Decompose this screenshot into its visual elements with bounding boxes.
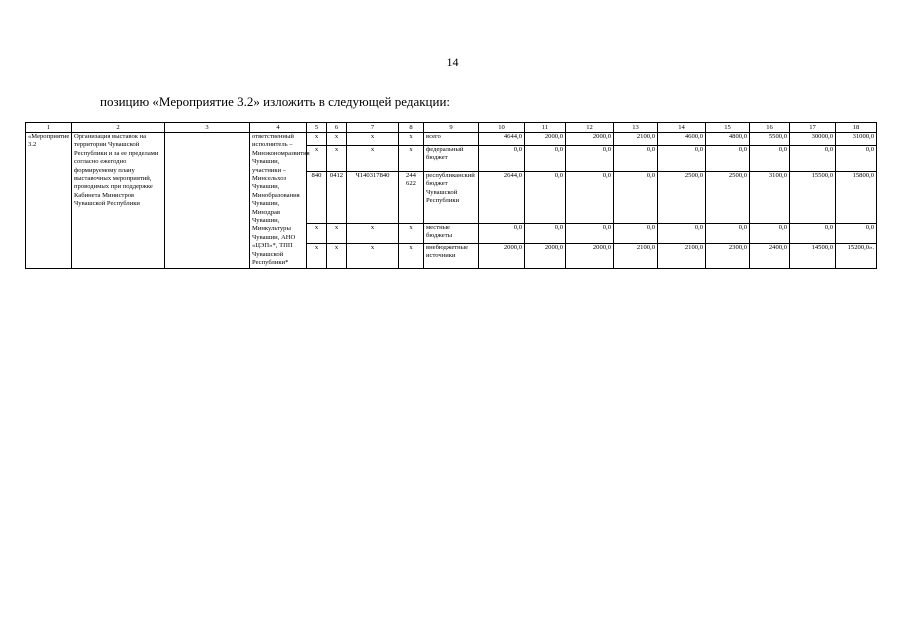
code-cell: x: [347, 145, 399, 171]
value-cell: 2100,0: [614, 133, 658, 146]
value-cell: 14500,0: [790, 243, 836, 268]
value-cell: 2644,0: [479, 171, 525, 223]
value-cell: 4800,0: [706, 133, 750, 146]
value-cell: 2000,0: [525, 133, 566, 146]
code-cell: x: [327, 243, 347, 268]
activity-name-cell: Организация выставок на территории Чувашской Республики и за ее пределами согласно ежегодно формируемому плану выставочных мероприятий, проводимых при поддержке Кабинета Министров Чувашской Республики: [72, 133, 165, 269]
value-cell: 3100,0: [750, 171, 790, 223]
column-number: 6: [327, 123, 347, 133]
value-cell: 0,0: [836, 223, 877, 243]
code-cell: x: [399, 223, 424, 243]
value-cell: 30000,0: [790, 133, 836, 146]
value-cell: 0,0: [836, 145, 877, 171]
value-cell: 2300,0: [706, 243, 750, 268]
value-cell: 0,0: [525, 171, 566, 223]
value-cell: 0,0: [750, 145, 790, 171]
code-cell: x: [307, 243, 327, 268]
page-heading: позицию «Мероприятие 3.2» изложить в следующей редакции:: [100, 94, 451, 109]
code-cell: x: [327, 145, 347, 171]
column-number: 11: [525, 123, 566, 133]
value-cell: 0,0: [790, 223, 836, 243]
column-number: 7: [347, 123, 399, 133]
code-cell: x: [399, 145, 424, 171]
column-number: 14: [658, 123, 706, 133]
value-cell: 0,0: [658, 223, 706, 243]
table-row: [26, 133, 877, 146]
value-cell: 0,0: [658, 145, 706, 171]
value-cell: 0,0: [566, 223, 614, 243]
value-cell: 4644,0: [479, 133, 525, 146]
value-cell: 31000,0: [836, 133, 877, 146]
code-cell: 0412: [327, 171, 347, 223]
value-cell: 0,0: [614, 171, 658, 223]
code-cell: x: [347, 243, 399, 268]
column-number: 4: [250, 123, 307, 133]
source-cell: внебюджетные источники: [424, 243, 479, 268]
value-cell: 0,0: [706, 145, 750, 171]
value-cell: 0,0: [750, 223, 790, 243]
column-number: 3: [165, 123, 250, 133]
code-cell: x: [327, 223, 347, 243]
value-cell: 0,0: [525, 145, 566, 171]
code-cell: x: [347, 223, 399, 243]
column-number: 9: [424, 123, 479, 133]
value-cell: 0,0: [706, 223, 750, 243]
value-cell: 0,0: [566, 145, 614, 171]
code-cell: 840: [307, 171, 327, 223]
value-cell: 2400,0: [750, 243, 790, 268]
page-number: 14: [446, 55, 459, 69]
code-cell: x: [307, 145, 327, 171]
code-cell: Ч140317840: [347, 171, 399, 223]
value-cell: 2100,0: [658, 243, 706, 268]
source-cell: местные бюджеты: [424, 223, 479, 243]
activity-number-cell: «Мероприятие 3.2: [26, 133, 72, 269]
value-cell: 0,0: [790, 145, 836, 171]
column-number: 13: [614, 123, 658, 133]
source-cell: республиканский бюджет Чувашской Республики: [424, 171, 479, 223]
executors-cell: ответственный исполнитель – Минэкономразвития Чувашии, участники – Минсельхоз Чувашии, Минобразования Чувашии, Минздрав Чувашии, Минкультуры Чувашии, АНО «ЦЭП»*, ТПП Чувашской Республики*: [250, 133, 307, 269]
column-number: 8: [399, 123, 424, 133]
column-number: 15: [706, 123, 750, 133]
source-cell: всего: [424, 133, 479, 146]
value-cell: 0,0: [614, 223, 658, 243]
code-cell: x: [399, 243, 424, 268]
value-cell: 2000,0: [566, 243, 614, 268]
funding-table: [25, 122, 877, 269]
column-number: 5: [307, 123, 327, 133]
value-cell: 0,0: [614, 145, 658, 171]
value-cell: 4600,0: [658, 133, 706, 146]
value-cell: 2000,0: [525, 243, 566, 268]
source-cell: федеральный бюджет: [424, 145, 479, 171]
column-number: 2: [72, 123, 165, 133]
value-cell: 0,0: [525, 223, 566, 243]
value-cell: 2000,0: [566, 133, 614, 146]
value-cell: 0,0: [479, 145, 525, 171]
code-cell: x: [399, 133, 424, 146]
column-number: 18: [836, 123, 877, 133]
value-cell: 15200,0».: [836, 243, 877, 268]
value-cell: 0,0: [566, 171, 614, 223]
code-cell: 244 622: [399, 171, 424, 223]
value-cell: 2500,0: [658, 171, 706, 223]
value-cell: 2100,0: [614, 243, 658, 268]
value-cell: 0,0: [479, 223, 525, 243]
value-cell: 5500,0: [750, 133, 790, 146]
column-number: 12: [566, 123, 614, 133]
value-cell: 15800,0: [836, 171, 877, 223]
column-number-row: [26, 123, 877, 133]
column-number: 10: [479, 123, 525, 133]
column-number: 1: [26, 123, 72, 133]
value-cell: 2500,0: [706, 171, 750, 223]
column-3-cell: [165, 133, 250, 269]
value-cell: 2000,0: [479, 243, 525, 268]
column-number: 16: [750, 123, 790, 133]
code-cell: x: [347, 133, 399, 146]
column-number: 17: [790, 123, 836, 133]
code-cell: x: [307, 223, 327, 243]
code-cell: x: [307, 133, 327, 146]
value-cell: 15500,0: [790, 171, 836, 223]
code-cell: x: [327, 133, 347, 146]
